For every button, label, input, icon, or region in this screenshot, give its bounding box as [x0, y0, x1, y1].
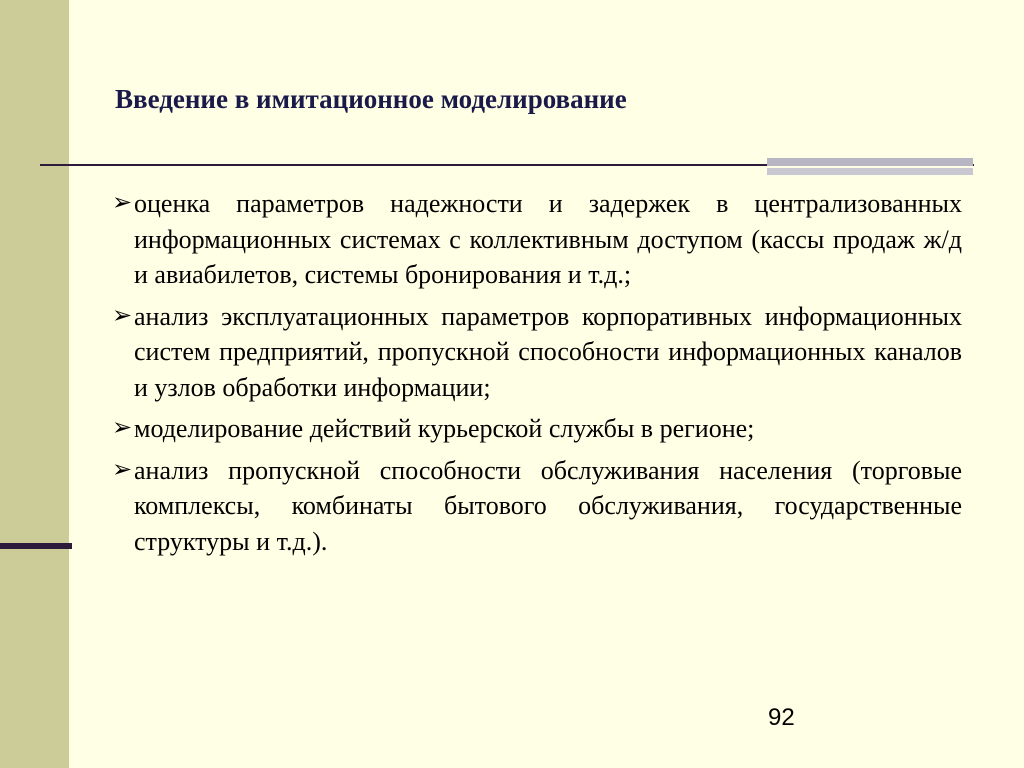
bullet-list [112, 186, 962, 565]
bullet-item [112, 411, 962, 447]
arrow-bullet-icon: ➢ [112, 456, 133, 483]
bullet-item [112, 453, 962, 560]
bullet-text: оценка параметров надежности и задержек в централизованных информационных системах с коллективным доступом (кассы продаж ж/д и авиабилетов, системы бронирования и т.д.; [134, 189, 962, 289]
bullet-text: моделирование действий курьерской службы в регионе; [134, 414, 755, 443]
bullet-text: анализ пропускной способности обслуживания населения (торговые комплексы, комбинаты бытового обслуживания, государственные структуры и т.д.). [134, 455, 962, 556]
arrow-bullet-icon: ➢ [112, 302, 133, 329]
accent-bar-decoration-secondary [767, 168, 973, 175]
bullet-item [112, 186, 962, 293]
bullet-item [112, 299, 962, 406]
arrow-bullet-icon: ➢ [112, 190, 133, 216]
bullet-text: анализ эксплуатационных параметров корпоративных информационных систем предприятий, пропускной способности информационных каналов и узлов обработки информации; [134, 301, 962, 402]
side-band-decoration [0, 0, 69, 768]
arrow-bullet-icon: ➢ [112, 415, 133, 441]
page-number: 92 [768, 704, 795, 731]
side-bar-decoration [0, 543, 72, 549]
slide-title: Введение в имитационное моделирование [115, 84, 627, 114]
accent-bar-decoration [767, 158, 973, 166]
